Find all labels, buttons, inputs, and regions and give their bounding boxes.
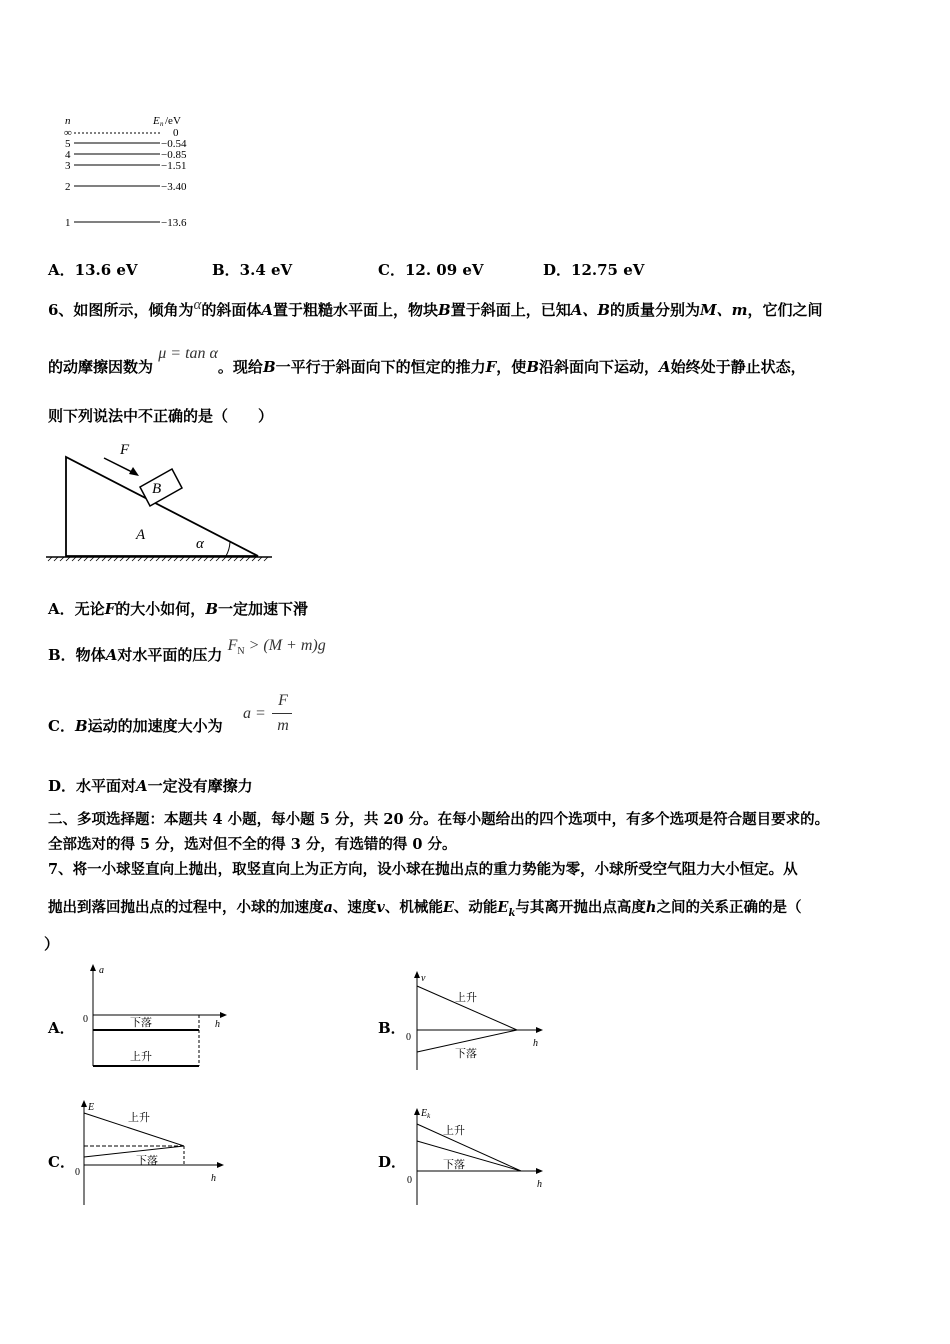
q6-c-formula-num: F bbox=[278, 692, 288, 709]
graph-a-x-label: h bbox=[215, 1019, 220, 1030]
graph-c-zero: 0 bbox=[75, 1167, 80, 1178]
q7-line-2: 抛出到落回抛出点的过程中，小球的加速度a、速度v、机械能E、动能$E_k$与其离开抛出点高度h之间的关系正确的是（ bbox=[48, 899, 802, 919]
incline-body-a bbox=[66, 457, 258, 556]
level-e-inf: 0 bbox=[173, 127, 179, 139]
graph-c-falling-line bbox=[84, 1146, 184, 1157]
q6-option-d[interactable]: D．水平面对A一定没有摩擦力 bbox=[48, 777, 253, 795]
incline-figure bbox=[44, 440, 276, 566]
q6-c-fraction-bar bbox=[272, 713, 292, 714]
section2-line-2: 全部选对的得 5 分，选对但不全的得 3 分，有选错的得 0 分。 bbox=[48, 836, 457, 853]
q5-option-b[interactable]: B．3.4 eV bbox=[212, 261, 293, 279]
q6-line-1: 6、如图所示，倾角为$^\alpha$的斜面体A置于粗糙水平面上，物块B置于斜面上，已知A、B的质量分别为M、m，它们之间 bbox=[48, 297, 823, 319]
graph-c-x-label: h bbox=[211, 1173, 216, 1184]
graph-d-zero: 0 bbox=[407, 1175, 412, 1186]
graph-d-top-label: 上升 bbox=[443, 1125, 465, 1137]
q6-line-2: 的动摩擦因数为 μ = tan α。现给B一平行于斜面向下的恒定的推力F，使B沿斜面向下运动，A始终处于静止状态， bbox=[48, 345, 806, 376]
q7-option-c-label[interactable]: C． bbox=[48, 1153, 75, 1171]
q6-mu-formula: μ = tan α bbox=[158, 345, 218, 362]
graph-b-y-label: v bbox=[421, 973, 426, 984]
q6-b-formula: $F_N > (M + m)g$ bbox=[227, 637, 326, 658]
level-n-1: 1 bbox=[65, 217, 71, 229]
axis-e-unit: /eV bbox=[165, 115, 181, 127]
graph-c-y-label: E bbox=[88, 1102, 95, 1113]
q6-line-3: 则下列说法中不正确的是（ ） bbox=[48, 407, 274, 425]
graph-c-top-label: 上升 bbox=[128, 1112, 150, 1124]
graph-d-x-label: h bbox=[537, 1179, 542, 1190]
graph-d-rising-line bbox=[417, 1124, 521, 1171]
graph-a-y-label: a bbox=[99, 965, 104, 976]
graph-a-bottom-label: 上升 bbox=[130, 1051, 152, 1063]
angle-label: α bbox=[196, 536, 204, 552]
q7-option-d-label[interactable]: D． bbox=[378, 1153, 407, 1171]
level-n-3: 3 bbox=[65, 160, 71, 172]
energy-level-diagram bbox=[55, 112, 215, 234]
graph-d-bottom-label: 下落 bbox=[443, 1159, 465, 1171]
q5-option-a[interactable]: A．13.6 eV bbox=[48, 261, 138, 279]
q7-option-a-label[interactable]: A． bbox=[48, 1019, 75, 1037]
level-e-5: −0.54 bbox=[161, 138, 187, 150]
q5-option-d[interactable]: D．12.75 eV bbox=[543, 261, 645, 279]
axis-e-sub: n bbox=[160, 120, 164, 128]
q7-line-3: ） bbox=[44, 935, 60, 953]
force-arrow-head bbox=[129, 467, 139, 476]
section2-line-1: 二、多项选择题：本题共 4 小题，每小题 5 分，共 20 分。在每小题给出的四个选项中，有多个选项是符合题目要求的。 bbox=[48, 811, 830, 828]
graph-b-top-label: 上升 bbox=[455, 992, 477, 1004]
q7-line-1: 7、将一小球竖直向上抛出，取竖直向上为正方向，设小球在抛出点的重力势能为零，小球所受空气阻力大小恒定。从 bbox=[48, 861, 798, 878]
level-e-3: −1.51 bbox=[161, 160, 187, 172]
q7-graph-a[interactable] bbox=[75, 962, 235, 1072]
graph-b-zero: 0 bbox=[406, 1032, 411, 1043]
level-n-2: 2 bbox=[65, 181, 71, 193]
block-b-label: B bbox=[152, 481, 162, 497]
force-arrow bbox=[104, 458, 134, 473]
q7-graph-d[interactable] bbox=[403, 1103, 553, 1207]
q7-graph-b[interactable] bbox=[405, 968, 555, 1074]
angle-arc bbox=[226, 542, 230, 556]
q6-c-formula-lhs: a = bbox=[243, 705, 266, 722]
level-n-inf: ∞ bbox=[64, 127, 72, 139]
level-e-4: −0.85 bbox=[161, 149, 187, 161]
axis-e-label: E bbox=[153, 115, 160, 127]
level-n-4: 4 bbox=[65, 149, 71, 161]
q6-option-b[interactable]: B．物体A对水平面的压力 $F_N > (M + m)g$ bbox=[48, 637, 326, 664]
graph-a-zero: 0 bbox=[83, 1014, 88, 1025]
q6-c-formula-den: m bbox=[277, 717, 289, 734]
axis-n-label: n bbox=[65, 115, 71, 127]
level-e-1: −13.6 bbox=[161, 217, 187, 229]
q5-option-c[interactable]: C．12. 09 eV bbox=[378, 261, 484, 279]
q7-graph-c[interactable] bbox=[70, 1095, 230, 1207]
graph-b-x-label: h bbox=[533, 1038, 538, 1049]
force-label: F bbox=[120, 442, 130, 458]
level-n-5: 5 bbox=[65, 138, 71, 150]
graph-b-bottom-label: 下落 bbox=[455, 1048, 477, 1060]
q6-option-c[interactable]: C．B运动的加速度大小为 bbox=[48, 717, 223, 735]
graph-a-top-label: 下落 bbox=[130, 1017, 152, 1029]
graph-d-y-label: $E_k$ bbox=[421, 1108, 431, 1120]
graph-d-falling-line bbox=[417, 1141, 521, 1171]
level-e-2: −3.40 bbox=[161, 181, 187, 193]
q7-option-b-label[interactable]: B． bbox=[378, 1019, 406, 1037]
body-a-label: A bbox=[136, 527, 146, 543]
q6-option-a[interactable]: A．无论F的大小如何，B一定加速下滑 bbox=[48, 600, 309, 618]
graph-c-bottom-label: 下落 bbox=[136, 1155, 158, 1167]
